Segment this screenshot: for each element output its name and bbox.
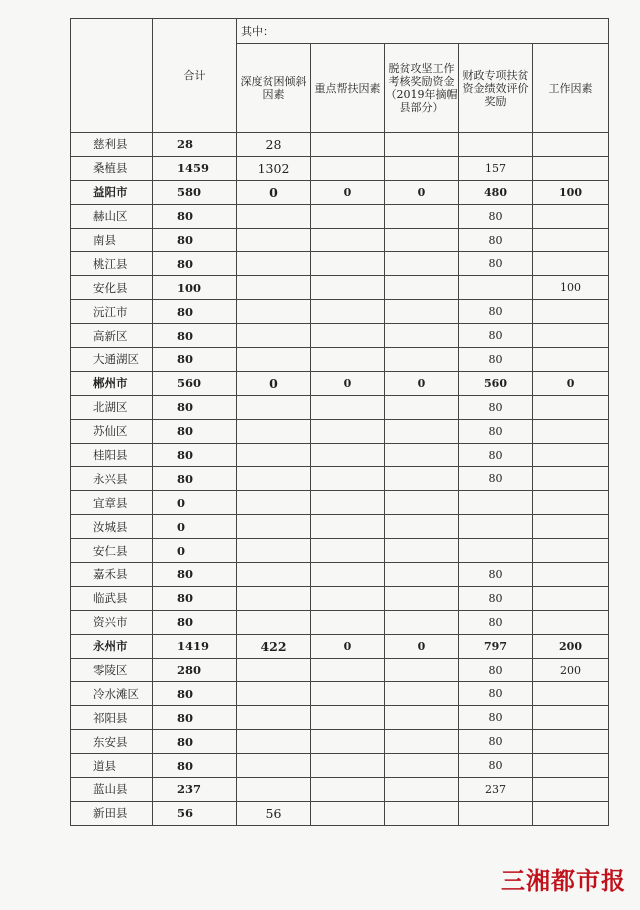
row-deep-poverty: 28 bbox=[237, 133, 311, 157]
row-deep-poverty bbox=[237, 204, 311, 228]
row-name: 永州市 bbox=[71, 634, 153, 658]
row-performance-reward: 80 bbox=[459, 204, 533, 228]
table-body bbox=[71, 133, 609, 826]
row-assessment-reward bbox=[385, 156, 459, 180]
row-performance-reward: 80 bbox=[459, 682, 533, 706]
row-key-support bbox=[311, 658, 385, 682]
row-key-support: 0 bbox=[311, 371, 385, 395]
row-deep-poverty bbox=[237, 300, 311, 324]
row-key-support: 0 bbox=[311, 634, 385, 658]
row-key-support bbox=[311, 156, 385, 180]
row-name: 新田县 bbox=[71, 801, 153, 825]
table-row bbox=[71, 252, 609, 276]
row-work-factor bbox=[533, 228, 609, 252]
row-deep-poverty bbox=[237, 658, 311, 682]
row-total: 80 bbox=[153, 467, 237, 491]
row-key-support bbox=[311, 324, 385, 348]
row-key-support bbox=[311, 133, 385, 157]
table-row bbox=[71, 801, 609, 825]
row-work-factor bbox=[533, 348, 609, 372]
row-deep-poverty bbox=[237, 515, 311, 539]
row-performance-reward: 80 bbox=[459, 730, 533, 754]
row-key-support bbox=[311, 515, 385, 539]
row-work-factor bbox=[533, 706, 609, 730]
row-assessment-reward bbox=[385, 395, 459, 419]
table-row bbox=[71, 586, 609, 610]
table-row bbox=[71, 610, 609, 634]
row-key-support bbox=[311, 252, 385, 276]
table-row bbox=[71, 467, 609, 491]
row-deep-poverty: 0 bbox=[237, 180, 311, 204]
row-performance-reward: 80 bbox=[459, 252, 533, 276]
row-total: 80 bbox=[153, 754, 237, 778]
row-name: 汝城县 bbox=[71, 515, 153, 539]
row-deep-poverty bbox=[237, 348, 311, 372]
row-key-support bbox=[311, 204, 385, 228]
row-work-factor bbox=[533, 515, 609, 539]
table-row bbox=[71, 515, 609, 539]
row-total: 1459 bbox=[153, 156, 237, 180]
header-col-1: 深度贫困倾斜因素 bbox=[237, 44, 311, 133]
row-deep-poverty bbox=[237, 754, 311, 778]
row-total: 80 bbox=[153, 252, 237, 276]
row-total: 80 bbox=[153, 586, 237, 610]
row-performance-reward bbox=[459, 133, 533, 157]
table-row bbox=[71, 778, 609, 802]
row-performance-reward bbox=[459, 801, 533, 825]
table-row bbox=[71, 563, 609, 587]
row-assessment-reward bbox=[385, 563, 459, 587]
row-name: 冷水滩区 bbox=[71, 682, 153, 706]
row-name: 赫山区 bbox=[71, 204, 153, 228]
row-total: 80 bbox=[153, 682, 237, 706]
table-row bbox=[71, 754, 609, 778]
row-work-factor bbox=[533, 682, 609, 706]
row-deep-poverty bbox=[237, 228, 311, 252]
row-key-support bbox=[311, 586, 385, 610]
row-deep-poverty bbox=[237, 467, 311, 491]
row-work-factor bbox=[533, 443, 609, 467]
row-work-factor: 200 bbox=[533, 658, 609, 682]
row-key-support bbox=[311, 778, 385, 802]
row-key-support bbox=[311, 443, 385, 467]
row-assessment-reward bbox=[385, 204, 459, 228]
row-total: 0 bbox=[153, 491, 237, 515]
table-row bbox=[71, 348, 609, 372]
row-deep-poverty bbox=[237, 276, 311, 300]
table-row bbox=[71, 300, 609, 324]
header-total: 合计 bbox=[153, 19, 237, 133]
row-performance-reward: 80 bbox=[459, 754, 533, 778]
row-key-support bbox=[311, 395, 385, 419]
row-name: 嘉禾县 bbox=[71, 563, 153, 587]
row-key-support bbox=[311, 682, 385, 706]
row-name: 北湖区 bbox=[71, 395, 153, 419]
table-row bbox=[71, 730, 609, 754]
row-total: 80 bbox=[153, 419, 237, 443]
row-name: 蓝山县 bbox=[71, 778, 153, 802]
row-performance-reward: 237 bbox=[459, 778, 533, 802]
row-name: 临武县 bbox=[71, 586, 153, 610]
table-row bbox=[71, 276, 609, 300]
row-key-support bbox=[311, 563, 385, 587]
row-performance-reward: 80 bbox=[459, 324, 533, 348]
row-performance-reward: 80 bbox=[459, 658, 533, 682]
row-deep-poverty bbox=[237, 252, 311, 276]
corner-cell bbox=[71, 19, 153, 133]
row-assessment-reward bbox=[385, 682, 459, 706]
table-row bbox=[71, 133, 609, 157]
row-work-factor bbox=[533, 754, 609, 778]
row-name: 桑植县 bbox=[71, 156, 153, 180]
row-name: 永兴县 bbox=[71, 467, 153, 491]
row-assessment-reward bbox=[385, 778, 459, 802]
row-key-support bbox=[311, 754, 385, 778]
row-deep-poverty bbox=[237, 586, 311, 610]
row-performance-reward: 80 bbox=[459, 563, 533, 587]
table-row bbox=[71, 419, 609, 443]
table-row bbox=[71, 371, 609, 395]
table-row bbox=[71, 443, 609, 467]
row-total: 100 bbox=[153, 276, 237, 300]
row-performance-reward: 157 bbox=[459, 156, 533, 180]
table-row bbox=[71, 706, 609, 730]
row-key-support bbox=[311, 228, 385, 252]
row-deep-poverty: 56 bbox=[237, 801, 311, 825]
table-row bbox=[71, 228, 609, 252]
row-assessment-reward bbox=[385, 515, 459, 539]
row-name: 慈利县 bbox=[71, 133, 153, 157]
row-assessment-reward bbox=[385, 801, 459, 825]
row-total: 80 bbox=[153, 706, 237, 730]
row-work-factor bbox=[533, 778, 609, 802]
row-performance-reward: 80 bbox=[459, 348, 533, 372]
row-assessment-reward bbox=[385, 754, 459, 778]
row-total: 237 bbox=[153, 778, 237, 802]
row-assessment-reward bbox=[385, 539, 459, 563]
header-col-3: 脱贫攻坚工作考核奖励资金（2019年摘帽县部分） bbox=[385, 44, 459, 133]
row-deep-poverty bbox=[237, 539, 311, 563]
row-assessment-reward bbox=[385, 348, 459, 372]
row-performance-reward: 80 bbox=[459, 419, 533, 443]
table-row bbox=[71, 539, 609, 563]
row-performance-reward bbox=[459, 539, 533, 563]
row-total: 80 bbox=[153, 228, 237, 252]
row-assessment-reward bbox=[385, 228, 459, 252]
row-assessment-reward bbox=[385, 276, 459, 300]
row-total: 80 bbox=[153, 443, 237, 467]
row-name: 南县 bbox=[71, 228, 153, 252]
table-row bbox=[71, 634, 609, 658]
row-name: 桂阳县 bbox=[71, 443, 153, 467]
row-performance-reward: 80 bbox=[459, 706, 533, 730]
row-name: 零陵区 bbox=[71, 658, 153, 682]
row-name: 大通湖区 bbox=[71, 348, 153, 372]
row-deep-poverty bbox=[237, 563, 311, 587]
row-total: 1419 bbox=[153, 634, 237, 658]
row-deep-poverty bbox=[237, 491, 311, 515]
allocation-table bbox=[70, 18, 609, 826]
row-key-support bbox=[311, 801, 385, 825]
row-name: 郴州市 bbox=[71, 371, 153, 395]
allocation-table-sheet bbox=[70, 18, 608, 856]
row-performance-reward: 480 bbox=[459, 180, 533, 204]
row-assessment-reward bbox=[385, 467, 459, 491]
table-row bbox=[71, 491, 609, 515]
row-assessment-reward bbox=[385, 419, 459, 443]
row-work-factor bbox=[533, 586, 609, 610]
row-work-factor bbox=[533, 467, 609, 491]
row-total: 80 bbox=[153, 300, 237, 324]
table-row bbox=[71, 180, 609, 204]
row-work-factor bbox=[533, 610, 609, 634]
row-work-factor: 0 bbox=[533, 371, 609, 395]
table-row bbox=[71, 395, 609, 419]
row-deep-poverty: 1302 bbox=[237, 156, 311, 180]
row-name: 沅江市 bbox=[71, 300, 153, 324]
row-performance-reward: 80 bbox=[459, 586, 533, 610]
row-name: 桃江县 bbox=[71, 252, 153, 276]
row-work-factor bbox=[533, 324, 609, 348]
row-assessment-reward bbox=[385, 586, 459, 610]
row-key-support bbox=[311, 419, 385, 443]
row-performance-reward bbox=[459, 491, 533, 515]
row-performance-reward: 80 bbox=[459, 395, 533, 419]
row-deep-poverty: 0 bbox=[237, 371, 311, 395]
row-work-factor: 100 bbox=[533, 276, 609, 300]
row-name: 安仁县 bbox=[71, 539, 153, 563]
row-name: 高新区 bbox=[71, 324, 153, 348]
row-total: 28 bbox=[153, 133, 237, 157]
table-row bbox=[71, 682, 609, 706]
row-total: 80 bbox=[153, 324, 237, 348]
row-total: 80 bbox=[153, 730, 237, 754]
row-name: 益阳市 bbox=[71, 180, 153, 204]
row-key-support bbox=[311, 539, 385, 563]
row-total: 80 bbox=[153, 610, 237, 634]
row-total: 280 bbox=[153, 658, 237, 682]
row-name: 宜章县 bbox=[71, 491, 153, 515]
row-performance-reward: 80 bbox=[459, 467, 533, 491]
table-row bbox=[71, 204, 609, 228]
header-col-2: 重点帮扶因素 bbox=[311, 44, 385, 133]
row-performance-reward bbox=[459, 276, 533, 300]
row-work-factor: 200 bbox=[533, 634, 609, 658]
row-performance-reward: 80 bbox=[459, 443, 533, 467]
row-work-factor bbox=[533, 252, 609, 276]
row-key-support bbox=[311, 706, 385, 730]
row-name: 苏仙区 bbox=[71, 419, 153, 443]
row-deep-poverty bbox=[237, 730, 311, 754]
row-total: 560 bbox=[153, 371, 237, 395]
row-key-support bbox=[311, 348, 385, 372]
row-performance-reward: 80 bbox=[459, 300, 533, 324]
row-assessment-reward bbox=[385, 443, 459, 467]
row-assessment-reward bbox=[385, 610, 459, 634]
row-work-factor: 100 bbox=[533, 180, 609, 204]
row-work-factor bbox=[533, 156, 609, 180]
row-work-factor bbox=[533, 730, 609, 754]
row-assessment-reward bbox=[385, 706, 459, 730]
row-total: 0 bbox=[153, 539, 237, 563]
row-total: 0 bbox=[153, 515, 237, 539]
table-row bbox=[71, 658, 609, 682]
row-key-support bbox=[311, 730, 385, 754]
row-assessment-reward bbox=[385, 730, 459, 754]
row-total: 580 bbox=[153, 180, 237, 204]
row-deep-poverty: 422 bbox=[237, 634, 311, 658]
row-name: 东安县 bbox=[71, 730, 153, 754]
row-performance-reward: 80 bbox=[459, 228, 533, 252]
row-work-factor bbox=[533, 300, 609, 324]
row-deep-poverty bbox=[237, 706, 311, 730]
row-work-factor bbox=[533, 395, 609, 419]
row-work-factor bbox=[533, 491, 609, 515]
row-key-support bbox=[311, 276, 385, 300]
row-assessment-reward bbox=[385, 133, 459, 157]
table-row bbox=[71, 324, 609, 348]
row-total: 80 bbox=[153, 204, 237, 228]
row-work-factor bbox=[533, 801, 609, 825]
row-key-support bbox=[311, 467, 385, 491]
row-key-support bbox=[311, 300, 385, 324]
row-deep-poverty bbox=[237, 778, 311, 802]
table-row bbox=[71, 156, 609, 180]
row-key-support: 0 bbox=[311, 180, 385, 204]
row-assessment-reward bbox=[385, 324, 459, 348]
row-performance-reward: 80 bbox=[459, 610, 533, 634]
row-name: 道县 bbox=[71, 754, 153, 778]
row-key-support bbox=[311, 491, 385, 515]
row-name: 祁阳县 bbox=[71, 706, 153, 730]
row-deep-poverty bbox=[237, 682, 311, 706]
row-performance-reward: 560 bbox=[459, 371, 533, 395]
row-key-support bbox=[311, 610, 385, 634]
row-assessment-reward bbox=[385, 658, 459, 682]
header-qizhong: 其中： bbox=[237, 19, 609, 44]
row-work-factor bbox=[533, 563, 609, 587]
row-work-factor bbox=[533, 133, 609, 157]
row-name: 资兴市 bbox=[71, 610, 153, 634]
row-assessment-reward bbox=[385, 252, 459, 276]
row-total: 80 bbox=[153, 348, 237, 372]
row-work-factor bbox=[533, 419, 609, 443]
row-assessment-reward: 0 bbox=[385, 180, 459, 204]
row-total: 80 bbox=[153, 395, 237, 419]
row-total: 56 bbox=[153, 801, 237, 825]
header-col-4: 财政专项扶贫资金绩效评价奖励 bbox=[459, 44, 533, 133]
row-work-factor bbox=[533, 539, 609, 563]
row-performance-reward: 797 bbox=[459, 634, 533, 658]
newspaper-watermark: 三湘都市报 bbox=[501, 867, 626, 895]
row-deep-poverty bbox=[237, 443, 311, 467]
row-name: 安化县 bbox=[71, 276, 153, 300]
row-work-factor bbox=[533, 204, 609, 228]
row-assessment-reward: 0 bbox=[385, 634, 459, 658]
row-performance-reward bbox=[459, 515, 533, 539]
row-assessment-reward bbox=[385, 491, 459, 515]
row-deep-poverty bbox=[237, 610, 311, 634]
row-deep-poverty bbox=[237, 395, 311, 419]
header-col-5: 工作因素 bbox=[533, 44, 609, 133]
row-deep-poverty bbox=[237, 324, 311, 348]
row-deep-poverty bbox=[237, 419, 311, 443]
row-total: 80 bbox=[153, 563, 237, 587]
row-assessment-reward: 0 bbox=[385, 371, 459, 395]
row-assessment-reward bbox=[385, 300, 459, 324]
